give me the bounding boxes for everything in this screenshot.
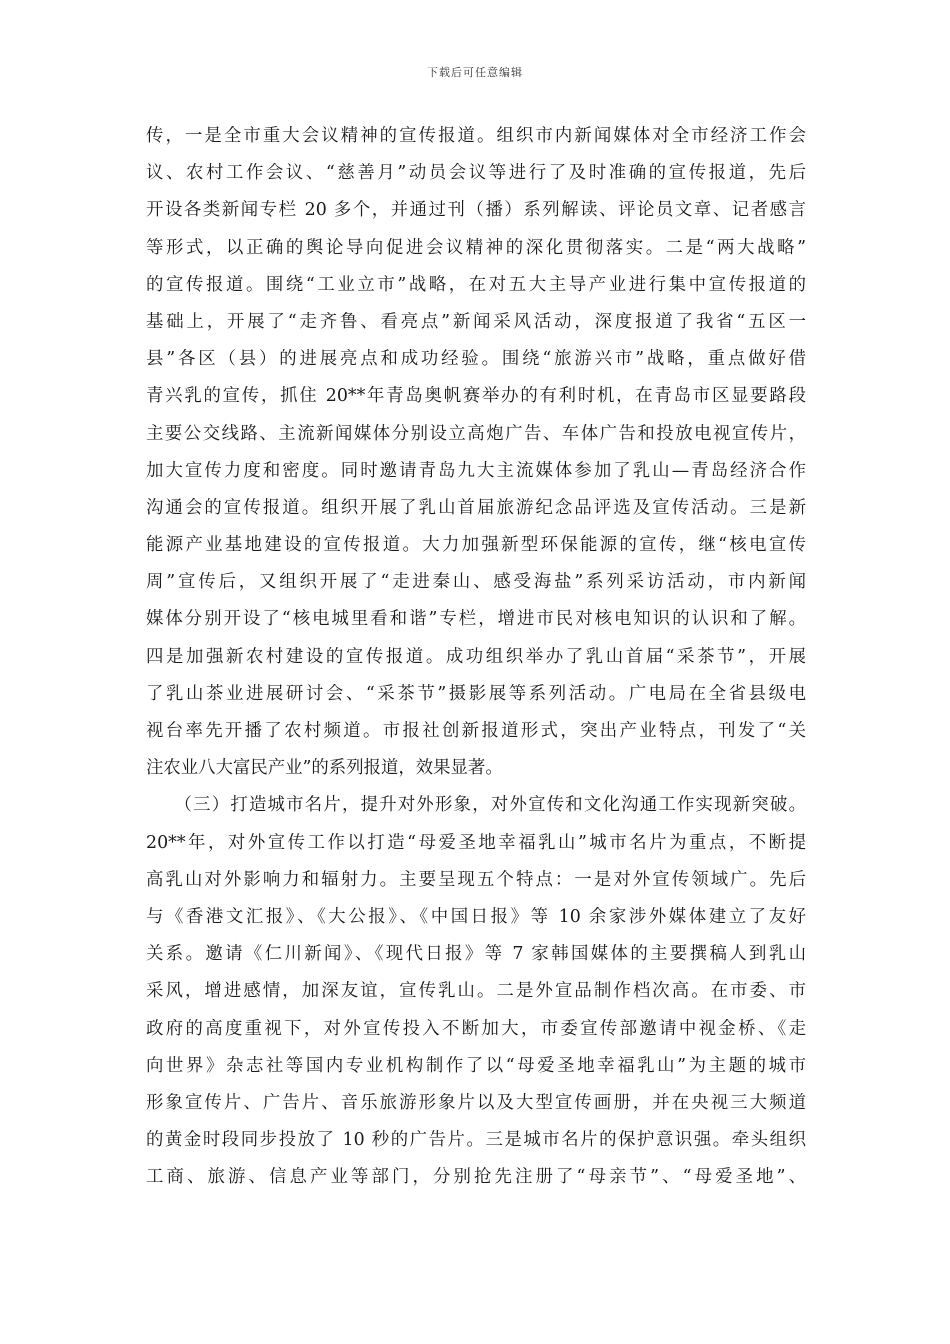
text-line-13: 周”宣传后，又组织开展了“走进秦山、感受海盐”系列采访活动，市内新闻 [146, 572, 806, 593]
text-line-1: 传，一是全市重大会议精神的宣传报道。组织市内新闻媒体对全市经济工作会 [146, 126, 806, 146]
text-line-28: 的黄金时段同步投放了 10 秒的广告片。三是城市名片的保护意识强。牵头组织 [146, 1130, 806, 1151]
text-line-18: 注农业八大富民产业”的系列报道，效果显著。 [146, 758, 503, 779]
text-line-4: 等形式，以正确的舆论导向促进会议精神的深化贯彻落实。二是“两大战略” [146, 237, 806, 258]
text-line-15: 四是加强新农村建设的宣传报道。成功组织举办了乳山首届“采茶节”，开展 [146, 646, 806, 667]
text-line-2: 议、农村工作会议、“慈善月”动员会议等进行了及时准确的宣传报道，先后 [146, 163, 806, 184]
text-line-24: 采风，增进感情，加深友谊，宣传乳山。二是外宣品制作档次高。在市委、市 [146, 981, 806, 1002]
text-line-11: 沟通会的宣传报道。组织开展了乳山首届旅游纪念品评选及宣传活动。三是新 [146, 497, 806, 518]
text-line-29: 工商、旅游、信息产业等部门，分别抢先注册了“母亲节”、“母爱圣地”、 [146, 1167, 806, 1188]
text-line-14: 媒体分别开设了“核电城里看和谐”专栏，增进市民对核电知识的认识和了解。 [146, 609, 806, 630]
text-line-16: 了乳山茶业进展研讨会、“采茶节”摄影展等系列活动。广电局在全省县级电 [146, 683, 806, 704]
header-note: 下载后可任意编辑 [427, 66, 523, 79]
text-line-22: 与《香港文汇报》、《大公报》、《中国日报》等 10 余家涉外媒体建立了友好 [146, 906, 806, 927]
text-line-19: （三）打造城市名片，提升对外形象，对外宣传和文化沟通工作实现新突破。 [146, 795, 806, 816]
text-line-9: 主要公交线路、主流新闻媒体分别设立高炮广告、车体广告和投放电视宣传片， [146, 423, 806, 444]
text-line-10: 加大宣传力度和密度。同时邀请青岛九大主流媒体参加了乳山—青岛经济合作 [146, 460, 806, 481]
text-line-6: 基础上，开展了“走齐鲁、看亮点”新闻采风活动，深度报道了我省“五区一 [146, 311, 806, 332]
text-line-3: 开设各类新闻专栏 20 多个，并通过刊（播）系列解读、评论员文章、记者感言 [146, 200, 806, 221]
text-line-5: 的宣传报道。围绕“工业立市”战略，在对五大主导产业进行集中宣传报道的 [146, 274, 806, 295]
text-line-21: 高乳山对外影响力和辐射力。主要呈现五个特点：一是对外宣传领域广。先后 [146, 869, 806, 890]
text-line-17: 视台率先开播了农村频道。市报社创新报道形式，突出产业特点，刊发了“关 [146, 721, 806, 741]
text-line-20: 20**年，对外宣传工作以打造“母爱圣地幸福乳山”城市名片为重点，不断提 [146, 832, 806, 853]
document-body [146, 118, 806, 1196]
text-line-27: 形象宣传片、广告片、音乐旅游形象片以及大型宣传画册，并在央视三大频道 [146, 1092, 806, 1113]
text-line-12: 能源产业基地建设的宣传报道。大力加强新型环保能源的宣传，继“核电宣传 [146, 535, 806, 556]
text-line-23: 关系。邀请《仁川新闻》、《现代日报》等 7 家韩国媒体的主要撰稿人到乳山 [146, 944, 806, 965]
text-line-8: 青兴乳的宣传，抓住 20**年青岛奥帆赛举办的有利时机，在青岛市区显要路段 [146, 386, 806, 407]
text-line-26: 向世界》杂志社等国内专业机构制作了以“母爱圣地幸福乳山”为主题的城市 [146, 1055, 806, 1076]
text-line-25: 政府的高度重视下，对外宣传投入不断加大，市委宣传部邀请中视金桥、《走 [146, 1018, 806, 1039]
text-line-7: 县”各区（县）的进展亮点和成功经验。围绕“旅游兴市”战略，重点做好借 [146, 349, 806, 370]
